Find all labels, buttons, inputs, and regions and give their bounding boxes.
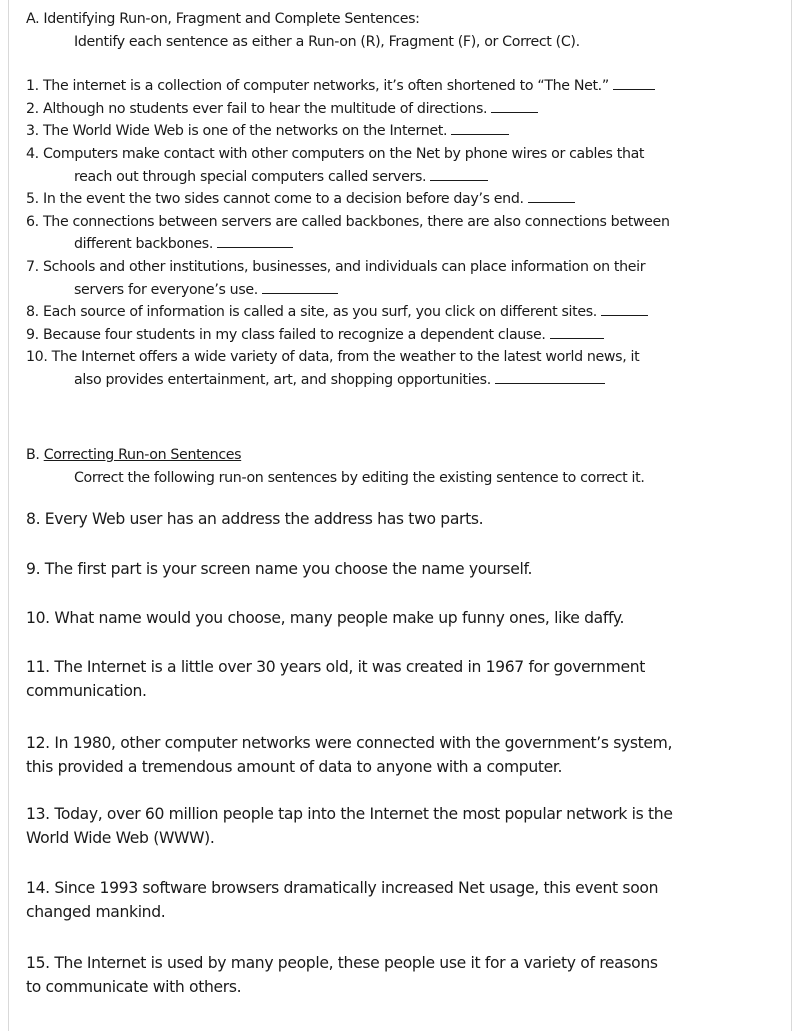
item-text: 3. The World Wide Web is one of the networks on the Internet.	[26, 123, 448, 140]
list-item	[26, 211, 766, 256]
list-item	[26, 324, 766, 347]
sentence-text-continued: changed mankind.	[26, 902, 166, 921]
answer-blank[interactable]	[430, 166, 488, 181]
item-text: 7. Schools and other institutions, businesses, and individuals can place information on their	[26, 258, 646, 275]
worksheet	[26, 8, 766, 996]
item-text: 6. The connections between servers are called backbones, there are also connections between	[26, 213, 670, 230]
sentence-text: 15. The Internet is used by many people, these people use it for a variety of reasons	[26, 954, 658, 972]
item-text: 4. Computers make contact with other computers on the Net by phone wires or cables that	[26, 145, 645, 162]
run-on-sentence[interactable]	[26, 877, 766, 924]
list-item	[26, 98, 766, 121]
sentence-text: 11. The Internet is a little over 30 years old, it was created in 1967 for government	[26, 658, 646, 676]
item-text-continued: also provides entertainment, art, and shopping opportunities.	[74, 371, 491, 388]
answer-blank[interactable]	[601, 301, 648, 316]
answer-blank[interactable]	[262, 279, 338, 294]
sentence-text-continued: this provided a tremendous amount of data to anyone with a computer.	[26, 757, 563, 776]
list-item	[26, 188, 766, 211]
item-text: 5. In the event the two sides cannot come to a decision before day’s end.	[26, 191, 524, 208]
sentence-text-continued: to communicate with others.	[26, 977, 242, 996]
answer-blank[interactable]	[217, 233, 293, 248]
item-text-continued: reach out through special computers called servers.	[74, 168, 427, 185]
list-item	[26, 75, 766, 98]
section-a-instructions: Identify each sentence as either a Run-on (R), Fragment (F), or Correct (C).	[74, 33, 580, 50]
section-b-instructions: Correct the following run-on sentences by editing the existing sentence to correct it.	[74, 469, 645, 486]
section-a	[26, 8, 766, 392]
sentence-text: 13. Today, over 60 million people tap into the Internet the most popular network is the	[26, 805, 673, 823]
answer-blank[interactable]	[491, 98, 538, 113]
item-text: 1. The internet is a collection of computer networks, it’s often shortened to “The Net.”	[26, 78, 609, 95]
answer-blank[interactable]	[550, 324, 604, 339]
run-on-sentence[interactable]	[26, 952, 766, 999]
sentence-text: 9. The first part is your screen name you choose the name yourself.	[26, 560, 533, 578]
run-on-sentence[interactable]	[26, 508, 766, 532]
sentence-text-continued: World Wide Web (WWW).	[26, 828, 215, 847]
list-item	[26, 256, 766, 301]
section-b-heading	[26, 444, 766, 467]
sentence-text: 14. Since 1993 software browsers dramatically increased Net usage, this event soon	[26, 879, 659, 897]
item-text-continued: different backbones.	[74, 236, 214, 253]
list-item	[26, 301, 766, 324]
answer-blank[interactable]	[613, 75, 655, 90]
sentence-text: 12. In 1980, other computer networks were connected with the government’s system,	[26, 734, 673, 752]
item-text: 2. Although no students ever fail to hear the multitude of directions.	[26, 100, 488, 117]
run-on-sentence[interactable]	[26, 607, 766, 631]
item-text-continued: servers for everyone’s use.	[74, 281, 258, 298]
run-on-sentence[interactable]	[26, 803, 766, 850]
section-b	[26, 444, 766, 489]
run-on-sentence[interactable]	[26, 656, 766, 703]
run-on-sentence[interactable]	[26, 558, 766, 582]
item-text: 8. Each source of information is called a site, as you surf, you click on different sites.	[26, 304, 597, 321]
sentence-text-continued: communication.	[26, 681, 147, 700]
sentence-text: 10. What name would you choose, many people make up funny ones, like daffy.	[26, 609, 625, 627]
item-text: 10. The Internet offers a wide variety of data, from the weather to the latest world news, it	[26, 349, 640, 366]
section-a-heading: A. Identifying Run-on, Fragment and Complete Sentences:	[26, 11, 420, 27]
list-item	[26, 346, 766, 391]
section-a-items	[26, 75, 766, 391]
section-b-heading-title: Correcting Run-on Sentences	[43, 447, 242, 463]
run-on-sentence[interactable]	[26, 732, 766, 779]
answer-blank[interactable]	[495, 369, 605, 384]
answer-blank[interactable]	[528, 188, 575, 203]
list-item	[26, 120, 766, 143]
item-text: 9. Because four students in my class failed to recognize a dependent clause.	[26, 326, 546, 343]
answer-blank[interactable]	[451, 120, 509, 135]
section-b-heading-prefix: B.	[26, 447, 44, 463]
sentence-text: 8. Every Web user has an address the address has two parts.	[26, 510, 484, 528]
list-item	[26, 143, 766, 188]
